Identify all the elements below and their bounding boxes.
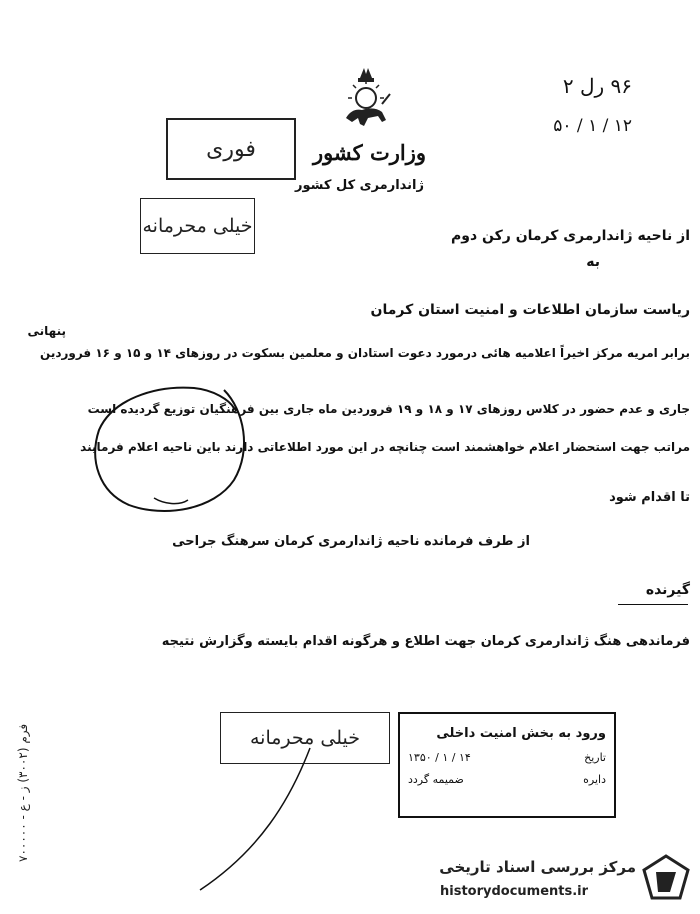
watermark-title: مرکز بررسی اسناد تاریخی — [439, 858, 636, 876]
entry-stamp-office-row — [408, 768, 606, 790]
ministry-title: وزارت کشور — [312, 140, 426, 165]
handwritten-circle-annotation — [84, 380, 254, 530]
watermark-url: historydocuments.ir — [440, 884, 589, 899]
sender-line: از ناحیه ژاندارمری کرمان رکن دوم — [451, 228, 690, 244]
lion-and-sun-emblem-icon — [338, 64, 394, 136]
internal-security-entry-stamp — [398, 712, 616, 818]
entry-stamp-title: ورود به بخش امنیت داخلی — [436, 725, 606, 741]
recipients-line: فرماندهی هنگ ژاندارمری کرمان جهت اطلاع و هرگونه اقدام بایسته وگزارش نتیجه — [161, 634, 690, 649]
letter-date: ۵۰ / ۱ / ۱۲ — [553, 116, 632, 136]
body-line-1: برابر امریه مرکز اخیراً اعلامیه هائی درمورد دعوت استادان و معلمین بسکوت در روزهای ۱۴ و ۱۵ و ۱۶ فروردین — [40, 346, 690, 360]
confidential-stamp-top: خیلی محرمانه — [140, 198, 255, 254]
confidential-stamp-bottom: خیلی محرمانه — [220, 712, 390, 764]
signature-line: از طرف فرمانده ناحیه ژاندارمری کرمان سرهنگ جراحی — [172, 534, 530, 549]
recipient-line: ریاست سازمان اطلاعات و امنیت استان کرمان — [370, 302, 690, 318]
entry-office-value: ضمیمه گردد — [408, 772, 464, 786]
urgent-stamp: فوری — [166, 118, 296, 180]
margin-note: پنهانی — [27, 324, 66, 338]
recipients-label: گیرنده — [645, 582, 690, 598]
body-line-4: تا اقدام شود — [609, 490, 690, 505]
archive-logo-icon — [640, 852, 692, 904]
entry-office-label: دایره — [583, 772, 606, 786]
recipients-underline — [618, 604, 688, 605]
to-label: به — [586, 254, 600, 270]
form-side-code: فرم (۳۰۰۲) ز - ع - ۷۰۰۰۰۰ — [16, 723, 30, 862]
department-title: ژاندارمری کل کشور — [295, 178, 424, 193]
entry-stamp-date-row — [408, 746, 606, 768]
handwritten-diagonal-stroke — [160, 740, 320, 900]
letter-number: ۹۶ رل ۲ — [562, 74, 632, 98]
entry-date-value: ۱۳۵۰ / ۱ / ۱۴ — [408, 750, 471, 764]
body-line-2: جاری و عدم حضور در کلاس روزهای ۱۷ و ۱۸ و ۱۹ فروردین ماه جاری بین فرهنگیان توزیع گردیده است — [87, 402, 690, 416]
entry-date-label: تاریخ — [584, 750, 606, 764]
body-line-3: مراتب جهت استحضار اعلام خواهشمند است چنانچه در این مورد اطلاعاتی دارند باین ناحیه اعلام فرمایند — [80, 440, 690, 454]
